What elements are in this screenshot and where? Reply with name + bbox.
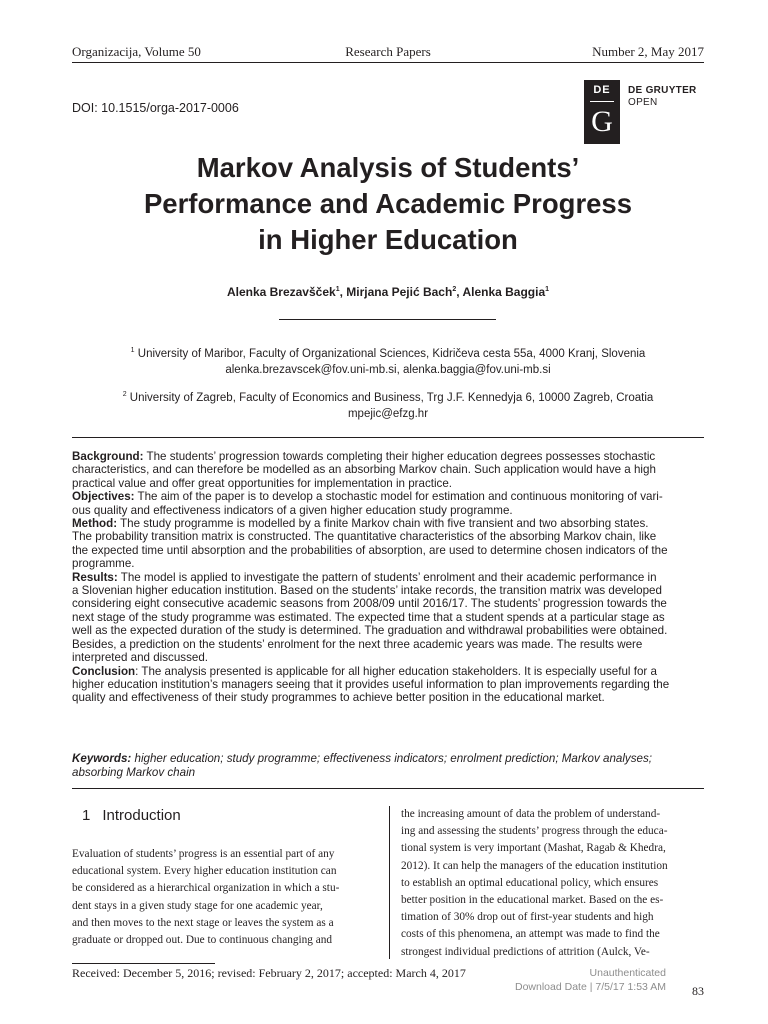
- abstract-line: The model is applied to investigate the pattern of students’ enrolment and their academic performance in: [120, 570, 657, 584]
- body-line: graduate or dropped out. Due to continuous changing and: [72, 934, 333, 947]
- abstract-line: ous quality and effectiveness indicators of a given higher education study programme.: [72, 503, 513, 517]
- authors-rule: [279, 319, 496, 320]
- abstract-line: higher education institution’s managers seeing that it provides useful information to plan improvements regarding the: [72, 677, 670, 691]
- keywords-bottom-rule: [72, 788, 704, 789]
- section-number: 1: [82, 807, 91, 824]
- body-line: 2012). It can help the managers of the education institution: [401, 859, 668, 872]
- body-line: tional system is very important (Mashat, Ragab & Khedra,: [401, 842, 666, 855]
- abstract-line: a Slovenian higher education institution. Based on the students’ intake records, the transition matrix was developed: [72, 584, 662, 598]
- running-head-journal: Organizacija, Volume 50: [72, 44, 201, 59]
- abstract-line: well as the expected duration of the study is determined. The graduation and withdrawal probabilities were obtained.: [72, 624, 668, 638]
- paper-title: [72, 150, 704, 258]
- abstract-top-rule: [72, 437, 704, 438]
- affiliation-email[interactable]: mpejic@efzg.hr: [347, 407, 429, 420]
- body-line: ing and assessing the students’ progress through the educa-: [401, 825, 668, 838]
- author-sup: 1: [545, 286, 550, 293]
- download-date: Download Date | 7/5/17 1:53 AM: [515, 981, 666, 993]
- affiliation-email[interactable]: alenka.brezavscek@fov.uni-mb.si, alenka.baggia@fov.uni-mb.si: [225, 363, 551, 376]
- logo-mark-rule: [590, 101, 614, 102]
- abstract-line: considering eight consecutive academic seasons from 2008/09 until 2016/17. The students’ progression towards the: [72, 597, 667, 611]
- author-name: Alenka Brezavšček: [226, 285, 336, 299]
- body-column-right: [401, 806, 705, 961]
- abstract-label-background: Background:: [72, 450, 144, 463]
- affiliation-sup: 1: [130, 347, 135, 354]
- abstract-line: interpreted and discussed.: [72, 651, 208, 665]
- abstract: [72, 450, 706, 705]
- column-divider: [389, 806, 390, 959]
- keywords-line: absorbing Markov chain: [72, 766, 196, 779]
- affiliation-text: University of Maribor, Faculty of Organizational Sciences, Kidričeva cesta 55a, 4000 Kranj, Slovenia: [137, 347, 646, 360]
- page-number: 83: [692, 984, 704, 998]
- body-line: and then moves to the next stage or leaves the system as a: [72, 916, 334, 929]
- keywords-line: higher education; study programme; effectiveness indicators; enrolment prediction; Markov analyses;: [134, 752, 652, 765]
- abstract-label-method: Method:: [72, 517, 118, 531]
- de-gruyter-logo-icon: [584, 80, 620, 144]
- section-heading: [82, 807, 181, 824]
- author-sup: 2: [452, 286, 457, 293]
- keywords: [72, 752, 706, 780]
- abstract-line: characteristics, and can therefore be modelled as an absorbing Markov chain. Such application would have a high: [72, 463, 656, 477]
- body-line: dent stays in a given study stage for one academic year,: [72, 899, 323, 912]
- body-line: educational system. Every higher education institution can: [72, 865, 337, 878]
- received-dates: Received: December 5, 2016; revised: February 2, 2017; accepted: March 4, 2017: [72, 966, 466, 980]
- abstract-line: The probability transition matrix is constructed. The quantitative characteristics of the absorbing Markov chain, like: [72, 530, 657, 544]
- author-list: Alenka Brezavšček$^1$, Mirjana Pejić Bach$^2$, Alenka Baggia$^1$: [226, 285, 550, 299]
- keywords-label: Keywords:: [72, 752, 132, 765]
- author-sup: 1: [335, 286, 340, 293]
- abstract-label-conclusion: Conclusion: [72, 664, 136, 678]
- running-head-issue: Number 2, May 2017: [592, 44, 704, 59]
- abstract-line: Besides, a prediction on the students’ enrolment for the next three academic years was made. The results were: [72, 637, 643, 651]
- running-head-rule: [72, 62, 704, 63]
- body-line: Evaluation of students’ progress is an essential part of any: [72, 848, 335, 860]
- running-head-section: Research Papers: [345, 44, 431, 59]
- affiliation-2: [72, 387, 704, 422]
- logo-mark-bottom: G: [591, 105, 613, 138]
- download-stamp: [470, 966, 666, 994]
- abstract-line: The students’ progression towards completing their higher education degrees possesses stochastic: [146, 450, 656, 463]
- author-name: Mirjana Pejić Bach: [346, 285, 453, 299]
- abstract-line: the expected time until absorption and the probabilities of absorption, are used to determine chosen indicators of the: [72, 543, 668, 557]
- abstract-line: programme.: [72, 557, 135, 571]
- abstract-line: quality and effectiveness of their study programmes to achieve better position in the educational market.: [72, 691, 605, 705]
- title-line: Markov Analysis of Students’: [196, 152, 580, 183]
- body-line: the increasing amount of data the problem of understand-: [401, 808, 661, 820]
- body-line: better position in the educational market. Based on the es-: [401, 894, 664, 907]
- title-line: in Higher Education: [258, 224, 518, 255]
- affiliation-sup: 2: [122, 391, 127, 398]
- abstract-line: practical value and offer great opportunities for implementation in practice.: [72, 476, 453, 490]
- author-name: Alenka Baggia: [462, 285, 546, 299]
- body-line: strongest individual predictions of attrition (Aulck, Ve-: [401, 945, 650, 958]
- abstract-label-objectives: Objectives:: [72, 490, 135, 504]
- publisher-name: DE GRUYTER: [628, 85, 697, 96]
- abstract-line: next stage of the study programme was estimated. The expected time that a student spends at a particular stage as: [72, 610, 665, 624]
- doi-link[interactable]: DOI: 10.1515/orga-2017-0006: [72, 101, 239, 115]
- abstract-line: The aim of the paper is to develop a stochastic model for estimation and continuous monitoring of vari-: [137, 490, 663, 504]
- abstract-line: : The analysis presented is applicable for all higher education stakeholders. It is especially useful for a: [135, 664, 657, 678]
- affiliation-1: [72, 343, 704, 378]
- footnote-rule: [72, 963, 215, 964]
- unauthenticated-label: Unauthenticated: [589, 967, 666, 979]
- body-line: costs of this phenomena, an attempt was made to find the: [401, 928, 660, 941]
- abstract-line: The study programme is modelled by a finite Markov chain with five transient and two absorbing states.: [120, 517, 649, 531]
- title-line: Performance and Academic Progress: [143, 188, 633, 219]
- body-line: to establish an optimal educational policy, which ensures: [401, 876, 659, 889]
- body-column-left: [72, 846, 377, 949]
- body-line: be considered as a hierarchical organization in which a stu-: [72, 882, 340, 895]
- affiliation-text: University of Zagreb, Faculty of Economics and Business, Trg J.F. Kennedyja 6, 10000 Zagreb, Croatia: [129, 391, 654, 404]
- logo-mark-top: DE: [593, 84, 611, 96]
- body-line: timation of 30% drop out of first-year students and high: [401, 911, 654, 924]
- section-title: Introduction: [102, 807, 181, 824]
- abstract-label-results: Results:: [72, 570, 118, 584]
- publisher-sub: OPEN: [628, 97, 658, 108]
